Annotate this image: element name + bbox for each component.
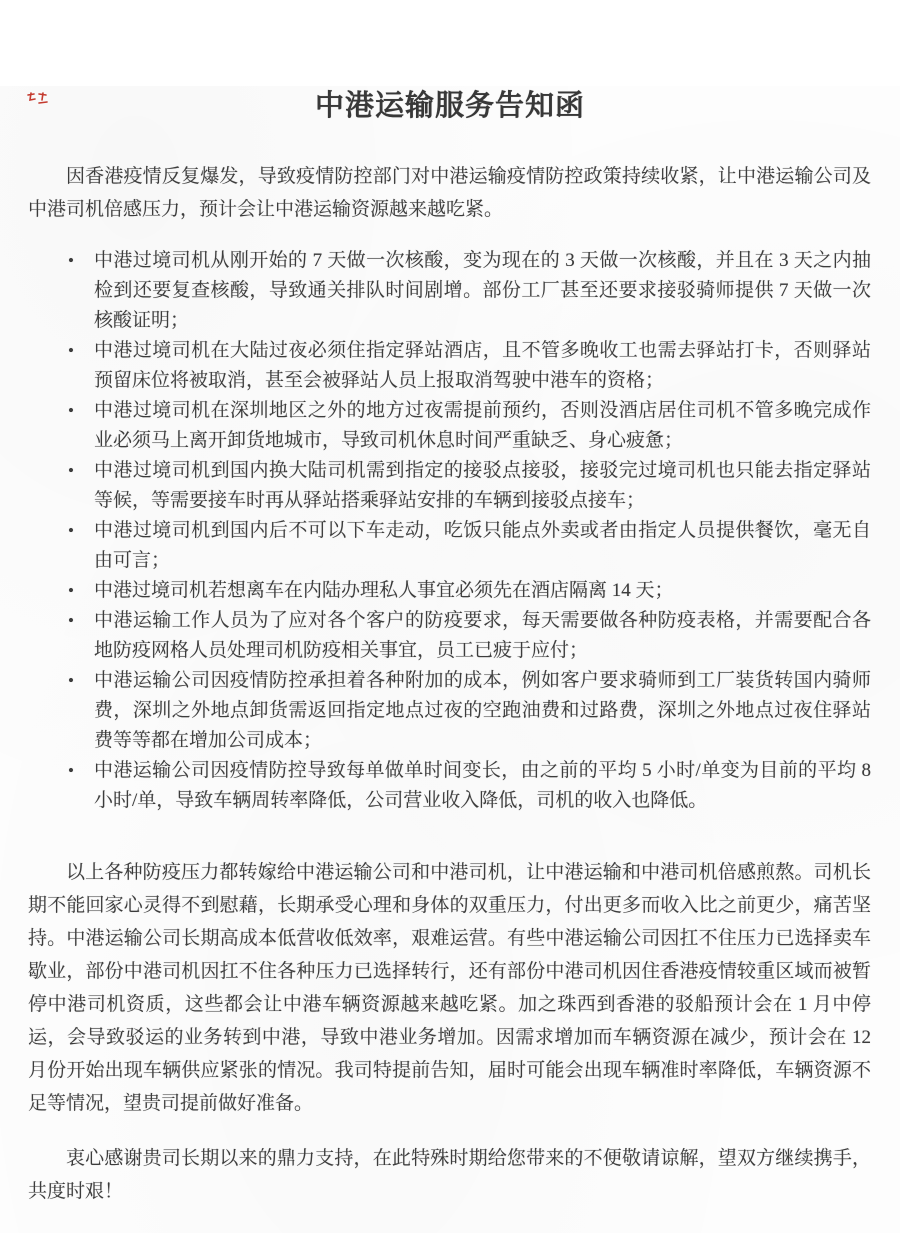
notice-bullet: • 中港过境司机从刚开始的 7 天做一次核酸，变为现在的 3 天做一次核酸，并且在 3 天之内抽检到还要复查核酸，导致通关排队时间剧增。部份工厂甚至还要求接驳骑师提供 7 天做一次核酸证明；: [94, 246, 871, 336]
intro-paragraph: 因香港疫情反复爆发，导致疫情防控部门对中港运输疫情防控政策持续收紧，让中港运输公司及中港司机倍感压力，预计会让中港运输资源越来越吃紧。: [28, 166, 871, 220]
summary-paragraph: 以上各种防疫压力都转嫁给中港运输公司和中港司机，让中港运输和中港司机倍感煎熬。司机长期不能回家心灵得不到慰藉，长期承受心理和身体的双重压力，付出更多而收入比之前更少，痛苦坚持。中港运输公司长期高成本低营收低效率，艰难运营。有些中港运输公司因扛不住压力已选择卖车歇业，部份中港司机因扛不住各种压力已选择转行，还有部份中港司机因住香港疫情较重区域而被暂停中港司机资质，这些都会让中港车辆资源越来越吃紧。加之珠西到香港的驳船预计会在 1 月中停运，会导致驳运的业务转到中港，导致中港业务增加。因需求增加而车辆资源在减少，预计会在 12 月份开始出现车辆供应紧张的情况。我司特提前告知，届时可能会出现车辆准时率降低，车辆资源不足等情况，望贵司提前做好准备。: [28, 862, 871, 1114]
notice-bullet: • 中港过境司机在深圳地区之外的地方过夜需提前预约，否则没酒店居住司机不管多晚完成作业必须马上离开卸货地城市，导致司机休息时间严重缺乏、身心疲惫；: [94, 396, 871, 456]
notice-bullet: • 中港过境司机若想离车在内陆办理私人事宜必须先在酒店隔离 14 天；: [94, 576, 871, 606]
notice-bullet: • 中港运输工作人员为了应对各个客户的防疫要求，每天需要做各种防疫表格，并需要配合各地防疫网格人员处理司机防疫相关事宜，员工已疲于应付；: [94, 606, 871, 666]
document-title: 中港运输服务告知函: [314, 90, 585, 122]
notice-document-page: [0, 86, 900, 1233]
notice-bullet: • 中港过境司机在大陆过夜必须住指定驿站酒店，且不管多晚收工也需去驿站打卡，否则驿站预留床位将被取消，甚至会被驿站人员上报取消驾驶中港车的资格；: [94, 336, 871, 396]
notice-bullet: • 中港过境司机到国内换大陆司机需到指定的接驳点接驳，接驳完过境司机也只能去指定驿站等候，等需要接车时再从驿站搭乘驿站安排的车辆到接驳点接车；: [94, 456, 871, 516]
red-annotation-mark: [25, 91, 51, 108]
notice-bullet: • 中港运输公司因疫情防控导致每单做单时间变长，由之前的平均 5 小时/单变为目前的平均 8 小时/单，导致车辆周转率降低，公司营业收入降低，司机的收入也降低。: [94, 756, 871, 816]
notice-bullet: • 中港过境司机到国内后不可以下车走动，吃饭只能点外卖或者由指定人员提供餐饮，毫无自由可言；: [94, 516, 871, 576]
document-body: [28, 160, 871, 1208]
notice-bullet-list: [28, 246, 871, 816]
notice-bullet: • 中港运输公司因疫情防控承担着各种附加的成本，例如客户要求骑师到工厂装货转国内骑师费，深圳之外地点卸货需返回指定地点过夜的空跑油费和过路费，深圳之外地点过夜住驿站费等等都在增加公司成本；: [94, 666, 871, 756]
closing-paragraph: 衷心感谢贵司长期以来的鼎力支持，在此特殊时期给您带来的不便敬请谅解，望双方继续携手，共度时艰！: [28, 1148, 871, 1202]
